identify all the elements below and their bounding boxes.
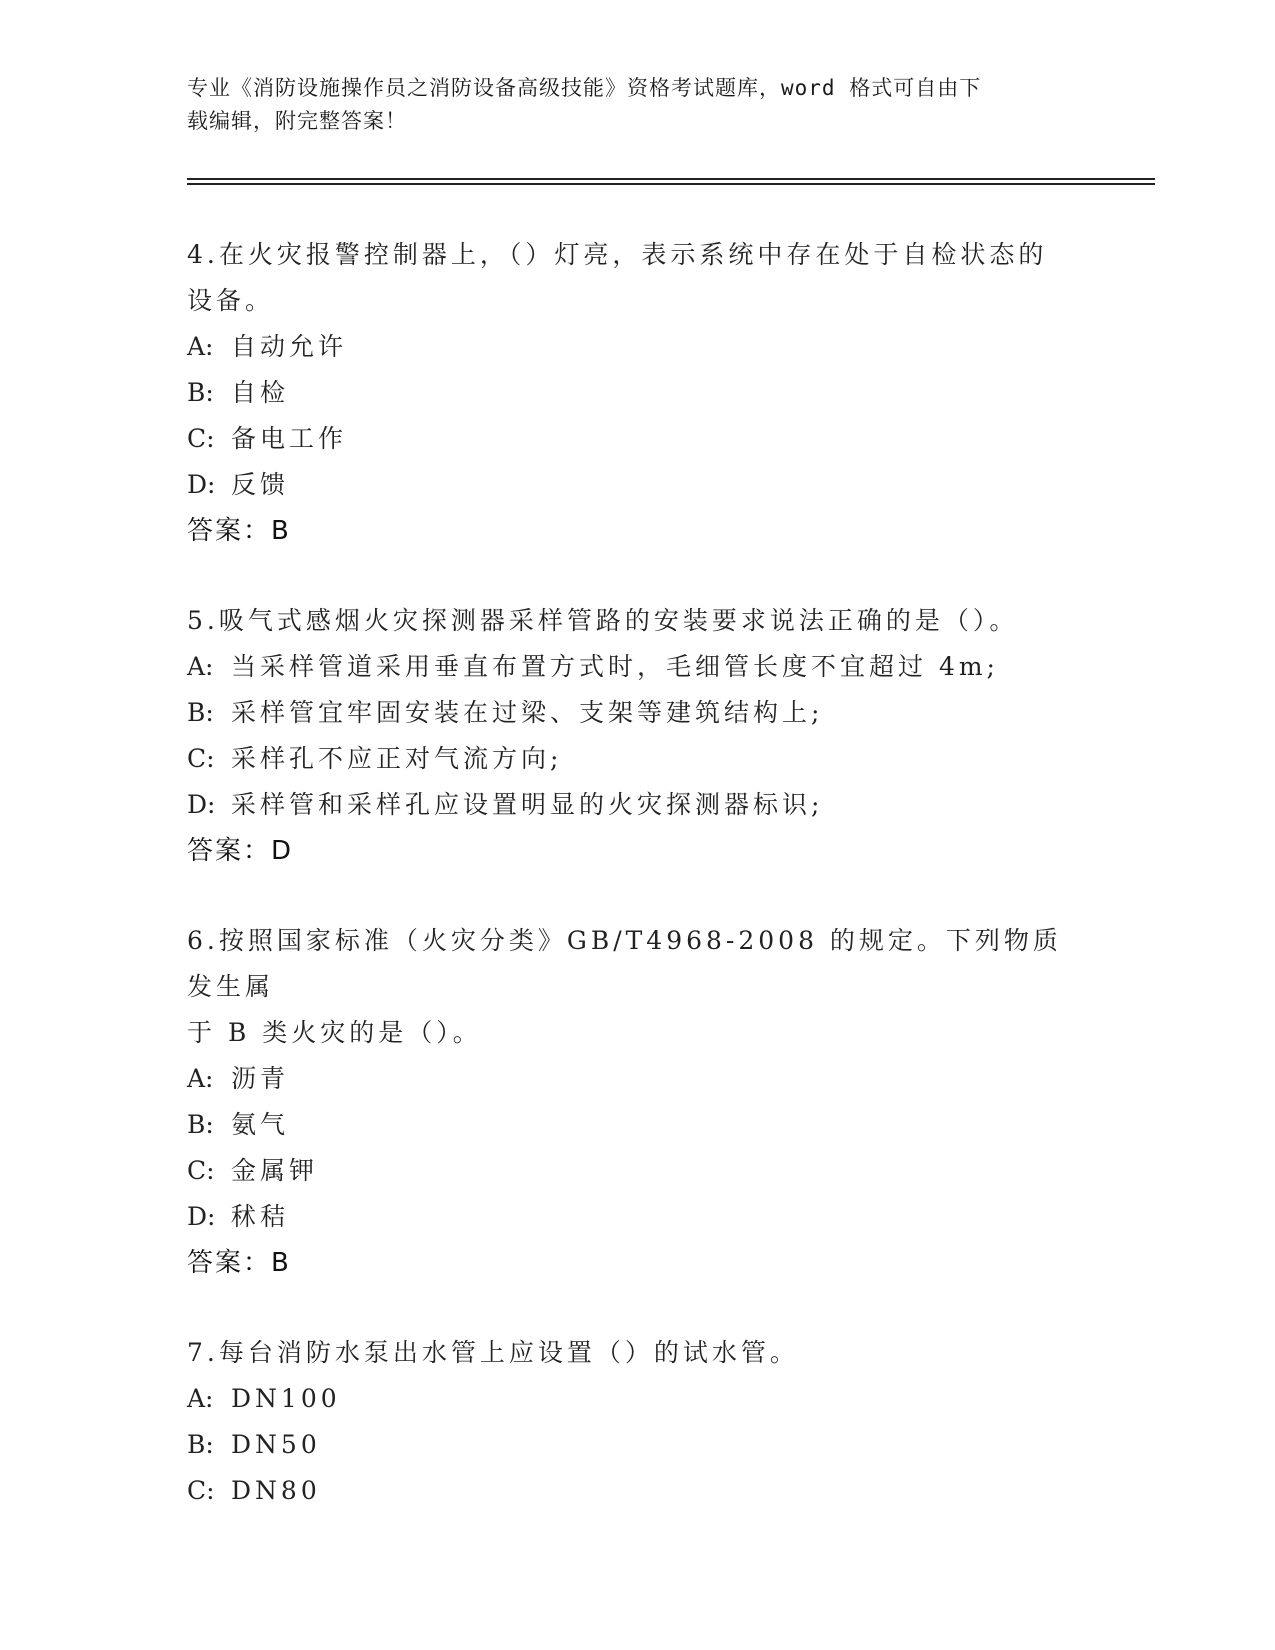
answer-line: 答案：B <box>187 516 291 546</box>
option-text: 采样孔不应正对气流方向; <box>231 744 563 773</box>
question-stem <box>187 1330 1087 1376</box>
option-b <box>187 1102 1087 1148</box>
option-key: D: <box>187 790 216 819</box>
option-text: 采样管宜牢固安装在过梁、支架等建筑结构上; <box>231 698 824 727</box>
option-c <box>187 1468 1087 1514</box>
question-stem <box>187 918 1087 1056</box>
option-text: 采样管和采样孔应设置明显的火灾探测器标识; <box>231 790 824 819</box>
option-key: B: <box>187 378 214 407</box>
question-item <box>187 232 1087 554</box>
option-key: C: <box>187 744 215 773</box>
option-text: 当采样管道采用垂直布置方式时，毛细管长度不宜超过 4m; <box>231 652 999 681</box>
option-b <box>187 1422 1087 1468</box>
option-text: 反馈 <box>231 470 290 499</box>
question-stem <box>187 232 1087 324</box>
question-item <box>187 598 1087 874</box>
option-key: A: <box>187 652 214 681</box>
question-item <box>187 1330 1087 1514</box>
option-a <box>187 644 1087 690</box>
header-line-2: 载编辑，附完整答案！ <box>187 109 407 133</box>
option-text: DN100 <box>231 1384 341 1413</box>
option-text: 自检 <box>231 378 290 407</box>
option-key: B: <box>187 698 214 727</box>
option-a <box>187 1376 1087 1422</box>
option-b <box>187 370 1087 416</box>
question-stem-line: 5.吸气式感烟火灾探测器采样管路的安装要求说法正确的是（）。 <box>187 606 1019 635</box>
option-key: C: <box>187 424 215 453</box>
option-text: 备电工作 <box>231 424 348 453</box>
option-text: DN80 <box>231 1476 321 1505</box>
option-key: B: <box>187 1430 214 1459</box>
question-item <box>187 918 1087 1286</box>
option-a <box>187 1056 1087 1102</box>
question-stem <box>187 598 1087 644</box>
option-text: 自动允许 <box>231 332 348 361</box>
question-stem-line: 4.在火灾报警控制器上，（）灯亮，表示系统中存在处于自检状态的 <box>187 240 1048 269</box>
option-key: B: <box>187 1110 214 1139</box>
question-list <box>187 232 1087 1558</box>
document-header <box>187 72 1067 138</box>
option-text: 氨气 <box>231 1110 290 1139</box>
option-key: A: <box>187 1384 214 1413</box>
question-stem-line: 于 B 类火灾的是（）。 <box>187 1018 482 1047</box>
option-text: 沥青 <box>231 1064 290 1093</box>
option-text: 金属钾 <box>231 1156 319 1185</box>
header-divider-top <box>187 178 1155 180</box>
option-key: D: <box>187 470 216 499</box>
option-key: A: <box>187 1064 214 1093</box>
option-c <box>187 1148 1087 1194</box>
answer-line: 答案：B <box>187 1248 291 1278</box>
option-b <box>187 690 1087 736</box>
option-d <box>187 1194 1087 1240</box>
option-key: A: <box>187 332 214 361</box>
option-key: C: <box>187 1156 215 1185</box>
question-stem-line: 设备。 <box>187 286 275 315</box>
header-line-1: 专业《消防设施操作员之消防设备高级技能》资格考试题库，word 格式可自由下 <box>187 76 982 100</box>
option-c <box>187 416 1087 462</box>
option-text: DN50 <box>231 1430 321 1459</box>
option-a <box>187 324 1087 370</box>
header-divider-bottom <box>187 183 1155 185</box>
option-c <box>187 736 1087 782</box>
question-stem-line: 7.每台消防水泵出水管上应设置（）的试水管。 <box>187 1338 799 1367</box>
option-key: D: <box>187 1202 216 1231</box>
option-text: 秫秸 <box>231 1202 290 1231</box>
option-key: C: <box>187 1476 215 1505</box>
option-d <box>187 782 1087 828</box>
option-d <box>187 462 1087 508</box>
answer-line: 答案：D <box>187 836 294 866</box>
question-stem-line: 6.按照国家标准（火灾分类》GB/T4968-2008 的规定。下列物质发生属 <box>187 926 1062 1001</box>
